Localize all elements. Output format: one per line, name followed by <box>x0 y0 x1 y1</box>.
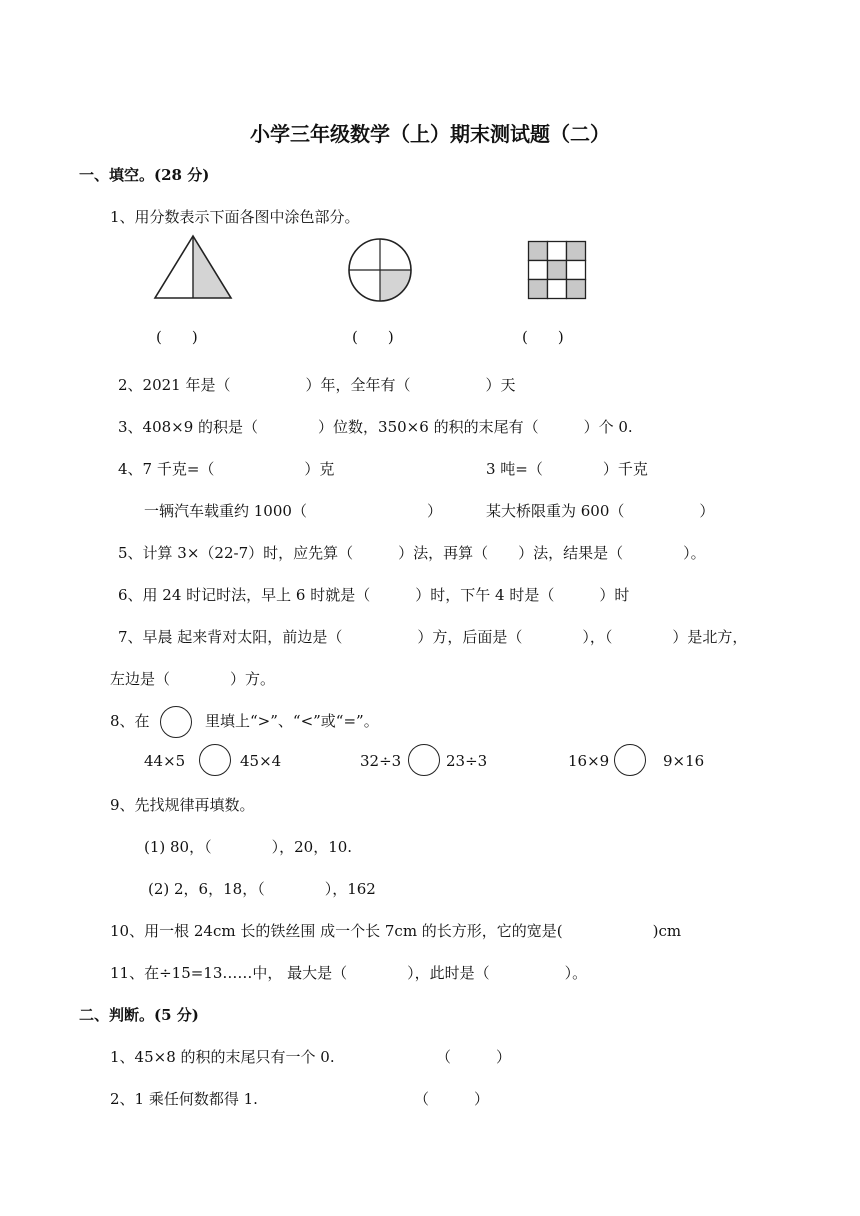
page-title: 小学三年级数学（上）期末测试题（二） <box>250 122 610 146</box>
q3-text: 3、408×9 的积是（ ）位数，350×6 的积的末尾有（ ）个 0. <box>118 418 633 436</box>
q1-answer-blank-3[interactable]: ( ) <box>522 328 564 346</box>
circle-figure <box>343 236 417 304</box>
q2-text: 2、2021 年是（ ）年，全年有（ ）天 <box>118 376 516 394</box>
q8-intro-a: 8、在 <box>110 712 150 730</box>
grid-cell <box>548 261 567 280</box>
grid-cell <box>529 280 548 299</box>
section1-heading: 一、填空。(28 分) <box>79 166 210 184</box>
q8-item1-right: 45×4 <box>240 752 282 770</box>
judge-q2-blank[interactable]: （ ） <box>414 1090 490 1108</box>
grid-cell <box>567 261 586 280</box>
grid-cell <box>548 280 567 299</box>
q11-text: 11、在÷15=13……中， 最大是（ ），此时是（ ）。 <box>110 964 588 982</box>
q1-answer-blank-1[interactable]: ( ) <box>156 328 198 346</box>
q1-answer-blank-2[interactable]: ( ) <box>352 328 394 346</box>
q8-item3-right: 9×16 <box>663 752 705 770</box>
comparison-circle-sample <box>160 706 192 738</box>
q8-item3-left: 16×9 <box>568 752 610 770</box>
q8-intro-b: 里填上“>”、“<”或“=”。 <box>205 712 379 730</box>
comparison-circle-1[interactable] <box>199 744 231 776</box>
judge-q2-text: 2、1 乘任何数都得 1. <box>110 1090 258 1108</box>
q9-part2: (2) 2，6，18，（ ），162 <box>148 880 376 898</box>
q8-item1-left: 44×5 <box>144 752 186 770</box>
judge-q1-text: 1、45×8 的积的末尾只有一个 0. <box>110 1048 335 1066</box>
grid-cell <box>529 242 548 261</box>
grid-figure <box>527 240 587 300</box>
comparison-circle-2[interactable] <box>408 744 440 776</box>
comparison-circle-3[interactable] <box>614 744 646 776</box>
q4a-text: 4、7 千克=（ ）克 <box>118 460 335 478</box>
grid-cell <box>567 280 586 299</box>
q5-text: 5、计算 3×（22-7）时，应先算（ ）法，再算（ ）法，结果是（ ）。 <box>118 544 706 562</box>
triangle-figure <box>148 230 238 302</box>
q8-item2-right: 23÷3 <box>446 752 488 770</box>
q8-item2-left: 32÷3 <box>360 752 402 770</box>
q4b-text: 3 吨=（ ）千克 <box>486 460 648 478</box>
grid-cell <box>529 261 548 280</box>
q9-part1: (1) 80，（ ），20，10. <box>144 838 353 856</box>
q9-text: 9、先找规律再填数。 <box>110 796 255 814</box>
q6-text: 6、用 24 时记时法，早上 6 时就是（ ）时，下午 4 时是（ ）时 <box>118 586 630 604</box>
grid-cell <box>567 242 586 261</box>
q7-line2: 左边是（ ）方。 <box>110 670 276 688</box>
section2-heading: 二、判断。(5 分) <box>79 1006 199 1024</box>
judge-q1-blank[interactable]: （ ） <box>436 1048 512 1066</box>
q1-text: 1、用分数表示下面各图中涂色部分。 <box>110 208 360 226</box>
grid-cell <box>548 242 567 261</box>
q4c-text: 一辆汽车载重约 1000（ ） <box>144 502 442 520</box>
q10-text: 10、用一根 24cm 长的铁丝围 成一个长 7cm 的长方形，它的宽是( )cm <box>110 922 682 940</box>
q7-line1: 7、早晨 起来背对太阳，前边是（ ）方，后面是（ ），（ ）是北方， <box>118 628 748 646</box>
q4d-text: 某大桥限重为 600（ ） <box>486 502 715 520</box>
